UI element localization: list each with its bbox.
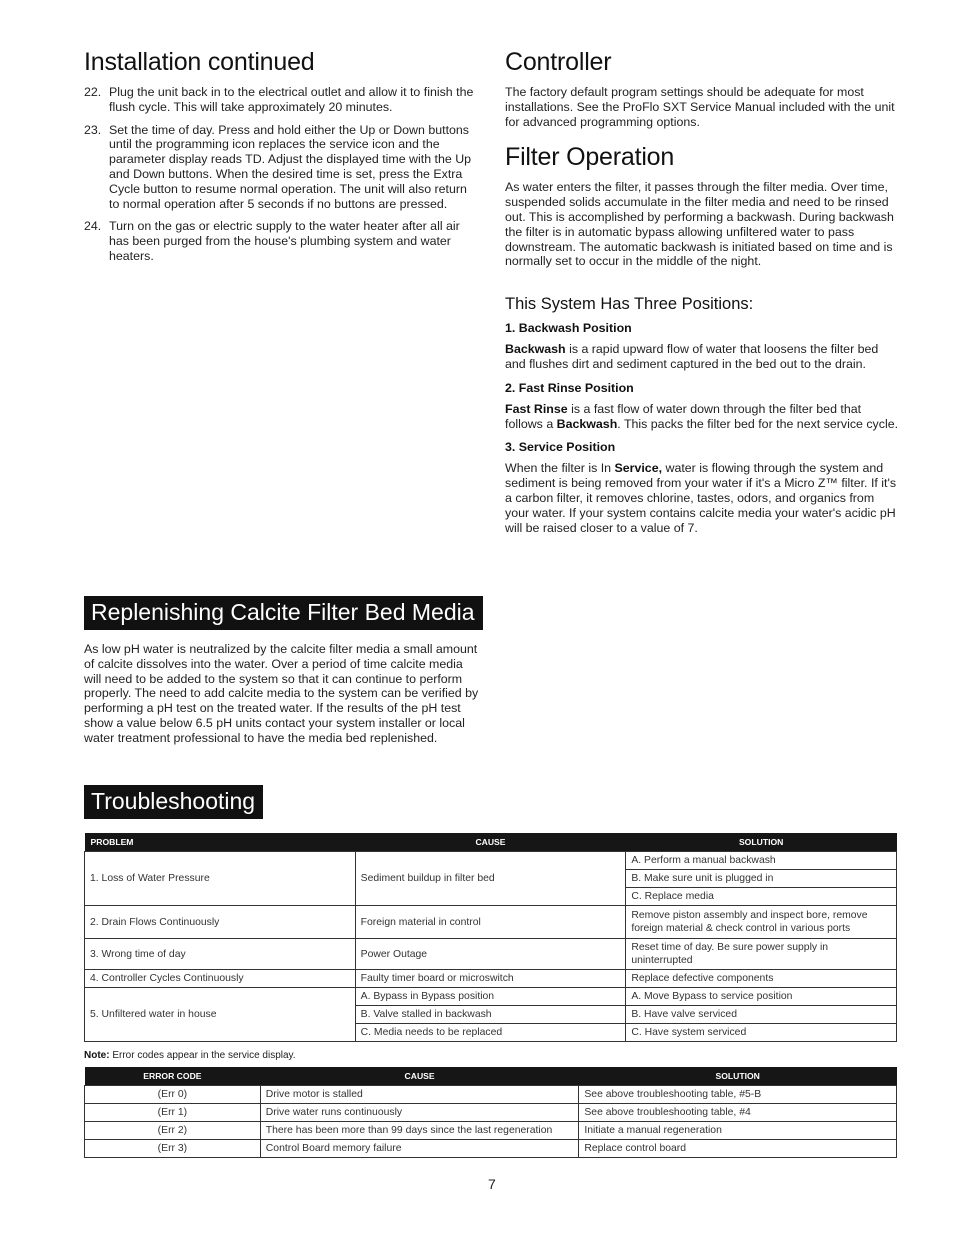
solution-cell: B. Make sure unit is plugged in — [626, 870, 897, 888]
cause-cell: B. Valve stalled in backwash — [355, 1006, 626, 1024]
cause-cell: Sediment buildup in filter bed — [355, 852, 626, 906]
backwash-heading: 1. Backwash Position — [505, 321, 632, 336]
solution-cell: Remove piston assembly and inspect bore, remove foreign material & check control in various ports — [626, 906, 897, 939]
fast-rinse-text: Fast Rinse is a fast flow of water down through the filter bed that follows a Backwash. This packs the filter bed for the next service cycle. — [505, 401, 899, 431]
problem-cell: 4. Controller Cycles Continuously — [85, 970, 356, 988]
header-problem: PROBLEM — [85, 833, 356, 852]
troubleshooting-title: Troubleshooting — [84, 785, 263, 819]
page-number: 7 — [488, 1176, 496, 1192]
service-term: Service, — [614, 461, 663, 476]
problem-cell: 1. Loss of Water Pressure — [85, 852, 356, 906]
solution-cell: See above troubleshooting table, #4 — [579, 1104, 897, 1122]
troubleshooting-table — [84, 833, 897, 1042]
problem-cell: 2. Drain Flows Continuously — [85, 906, 356, 939]
error-code-cell: (Err 3) — [85, 1140, 261, 1158]
solution-cell: C. Have system serviced — [626, 1024, 897, 1042]
solution-cell: Replace defective components — [626, 970, 897, 988]
filter-operation-text: As water enters the filter, it passes through the filter media. Over time, suspended solids accumulate in the filter media and need to be rinsed out. This is accomplished by performing a backwash. During backwash the filter is in automatic bypass allowing unfiltered water to pass downstream. The automatic backwash is initiated based on time and is normally set to occur in the middle of the night. — [505, 180, 894, 269]
cause-cell: There has been more than 99 days since the last regeneration — [260, 1122, 579, 1140]
table-row — [85, 1086, 897, 1104]
error-code-cell: (Err 0) — [85, 1086, 261, 1104]
solution-cell: C. Replace media — [626, 888, 897, 906]
note-label: Note: — [84, 1050, 110, 1061]
backwash-text: Backwash is a rapid upward flow of water that loosens the filter bed and flushes dirt and sediment captured in the bed out to the drain. — [505, 342, 879, 371]
table-header-row — [85, 1067, 897, 1086]
error-code-cell: (Err 1) — [85, 1104, 261, 1122]
fast-rinse-heading: 2. Fast Rinse Position — [505, 380, 634, 395]
cause-cell: Power Outage — [355, 939, 626, 970]
header-solution: SOLUTION — [626, 833, 897, 852]
controller-text: The factory default program settings should be adequate for most installations. See the ProFlo SXT Service Manual included with the unit for advanced programming options. — [505, 85, 895, 129]
installation-section — [84, 48, 476, 272]
header-solution: SOLUTION — [579, 1067, 897, 1086]
solution-cell: See above troubleshooting table, #5-B — [579, 1086, 897, 1104]
controller-title: Controller — [505, 48, 612, 76]
header-error-code: ERROR CODE — [85, 1067, 261, 1086]
step-number: 23. — [84, 122, 102, 137]
table-header-row — [85, 833, 897, 852]
header-cause: CAUSE — [355, 833, 626, 852]
cause-cell: A. Bypass in Bypass position — [355, 988, 626, 1006]
table-row — [85, 1122, 897, 1140]
cause-cell: Control Board memory failure — [260, 1140, 579, 1158]
error-code-table — [84, 1067, 897, 1158]
table-row — [85, 988, 897, 1006]
step-number: 22. — [84, 85, 102, 99]
cause-cell: Faulty timer board or microswitch — [355, 970, 626, 988]
controller-filter-section — [505, 48, 899, 544]
note-text: Error codes appear in the service display. — [109, 1050, 296, 1061]
solution-cell: Initiate a manual regeneration — [579, 1122, 897, 1140]
error-code-cell: (Err 2) — [85, 1122, 261, 1140]
replenishing-text: As low pH water is neutralized by the calcite filter media a small amount of calcite dissolves into the water. Over a period of time calcite media will need to be added to the system so that it can continue to perform properly. The need to add calcite media to the system can be verified by performing a pH test on the treated water. If the results of the pH test show a value below 6.5 pH units contact your system installer or local water treatment professional to have the media bed replenished. — [84, 642, 479, 745]
list-item — [84, 219, 476, 263]
step-text: Turn on the gas or electric supply to the water heater after all air has been purged from the house's plumbing system and water heaters. — [109, 219, 460, 263]
solution-cell: B. Have valve serviced — [626, 1006, 897, 1024]
service-text: When the filter is In Service, water is flowing through the system and sediment is being removed from your water if it's a Micro Z™ filter. If it's a carbon filter, it removes chlorine, tastes, odors, and organics from your water. If your system contains calcite media your water's acidic pH will be raised closer to a value of 7. — [505, 461, 897, 535]
installation-title: Installation continued — [84, 48, 315, 76]
list-item — [84, 123, 476, 212]
step-text: Set the time of day. Press and hold either the Up or Down buttons until the programming icon replaces the service icon and the parameter display reads TD. Adjust the displayed time with the Up and Down buttons. When the desired time is set, press the Extra Cycle button to resume normal operation. The unit will also return to normal operation after 5 seconds if no buttons are pressed. — [109, 122, 472, 211]
table-row — [85, 939, 897, 970]
fast-rinse-term: Fast Rinse — [505, 401, 568, 416]
table-row — [85, 1140, 897, 1158]
problem-cell: 3. Wrong time of day — [85, 939, 356, 970]
list-item — [84, 85, 476, 115]
solution-cell: Reset time of day. Be sure power supply in uninterrupted — [626, 939, 897, 970]
header-cause: CAUSE — [260, 1067, 579, 1086]
solution-cell: A. Move Bypass to service position — [626, 988, 897, 1006]
replenishing-title: Replenishing Calcite Filter Bed Media — [84, 596, 483, 630]
table-row — [85, 970, 897, 988]
backwash-term: Backwash — [505, 342, 566, 357]
table-row — [85, 852, 897, 870]
positions-title: This System Has Three Positions: — [505, 295, 754, 314]
cause-cell: Drive motor is stalled — [260, 1086, 579, 1104]
solution-cell: A. Perform a manual backwash — [626, 852, 897, 870]
cause-cell: Foreign material in control — [355, 906, 626, 939]
filter-operation-title: Filter Operation — [505, 143, 675, 172]
table-row — [85, 906, 897, 939]
step-text: Plug the unit back in to the electrical outlet and allow it to finish the flush cycle. This will take approximately 20 minutes. — [109, 85, 474, 114]
cause-cell: C. Media needs to be replaced — [355, 1024, 626, 1042]
installation-steps — [84, 85, 476, 264]
table-row — [85, 1104, 897, 1122]
cause-cell: Drive water runs continuously — [260, 1104, 579, 1122]
error-code-note — [84, 1050, 296, 1061]
service-heading: 3. Service Position — [505, 440, 616, 455]
problem-cell: 5. Unfiltered water in house — [85, 988, 356, 1042]
step-number: 24. — [84, 219, 102, 234]
solution-cell: Replace control board — [579, 1140, 897, 1158]
